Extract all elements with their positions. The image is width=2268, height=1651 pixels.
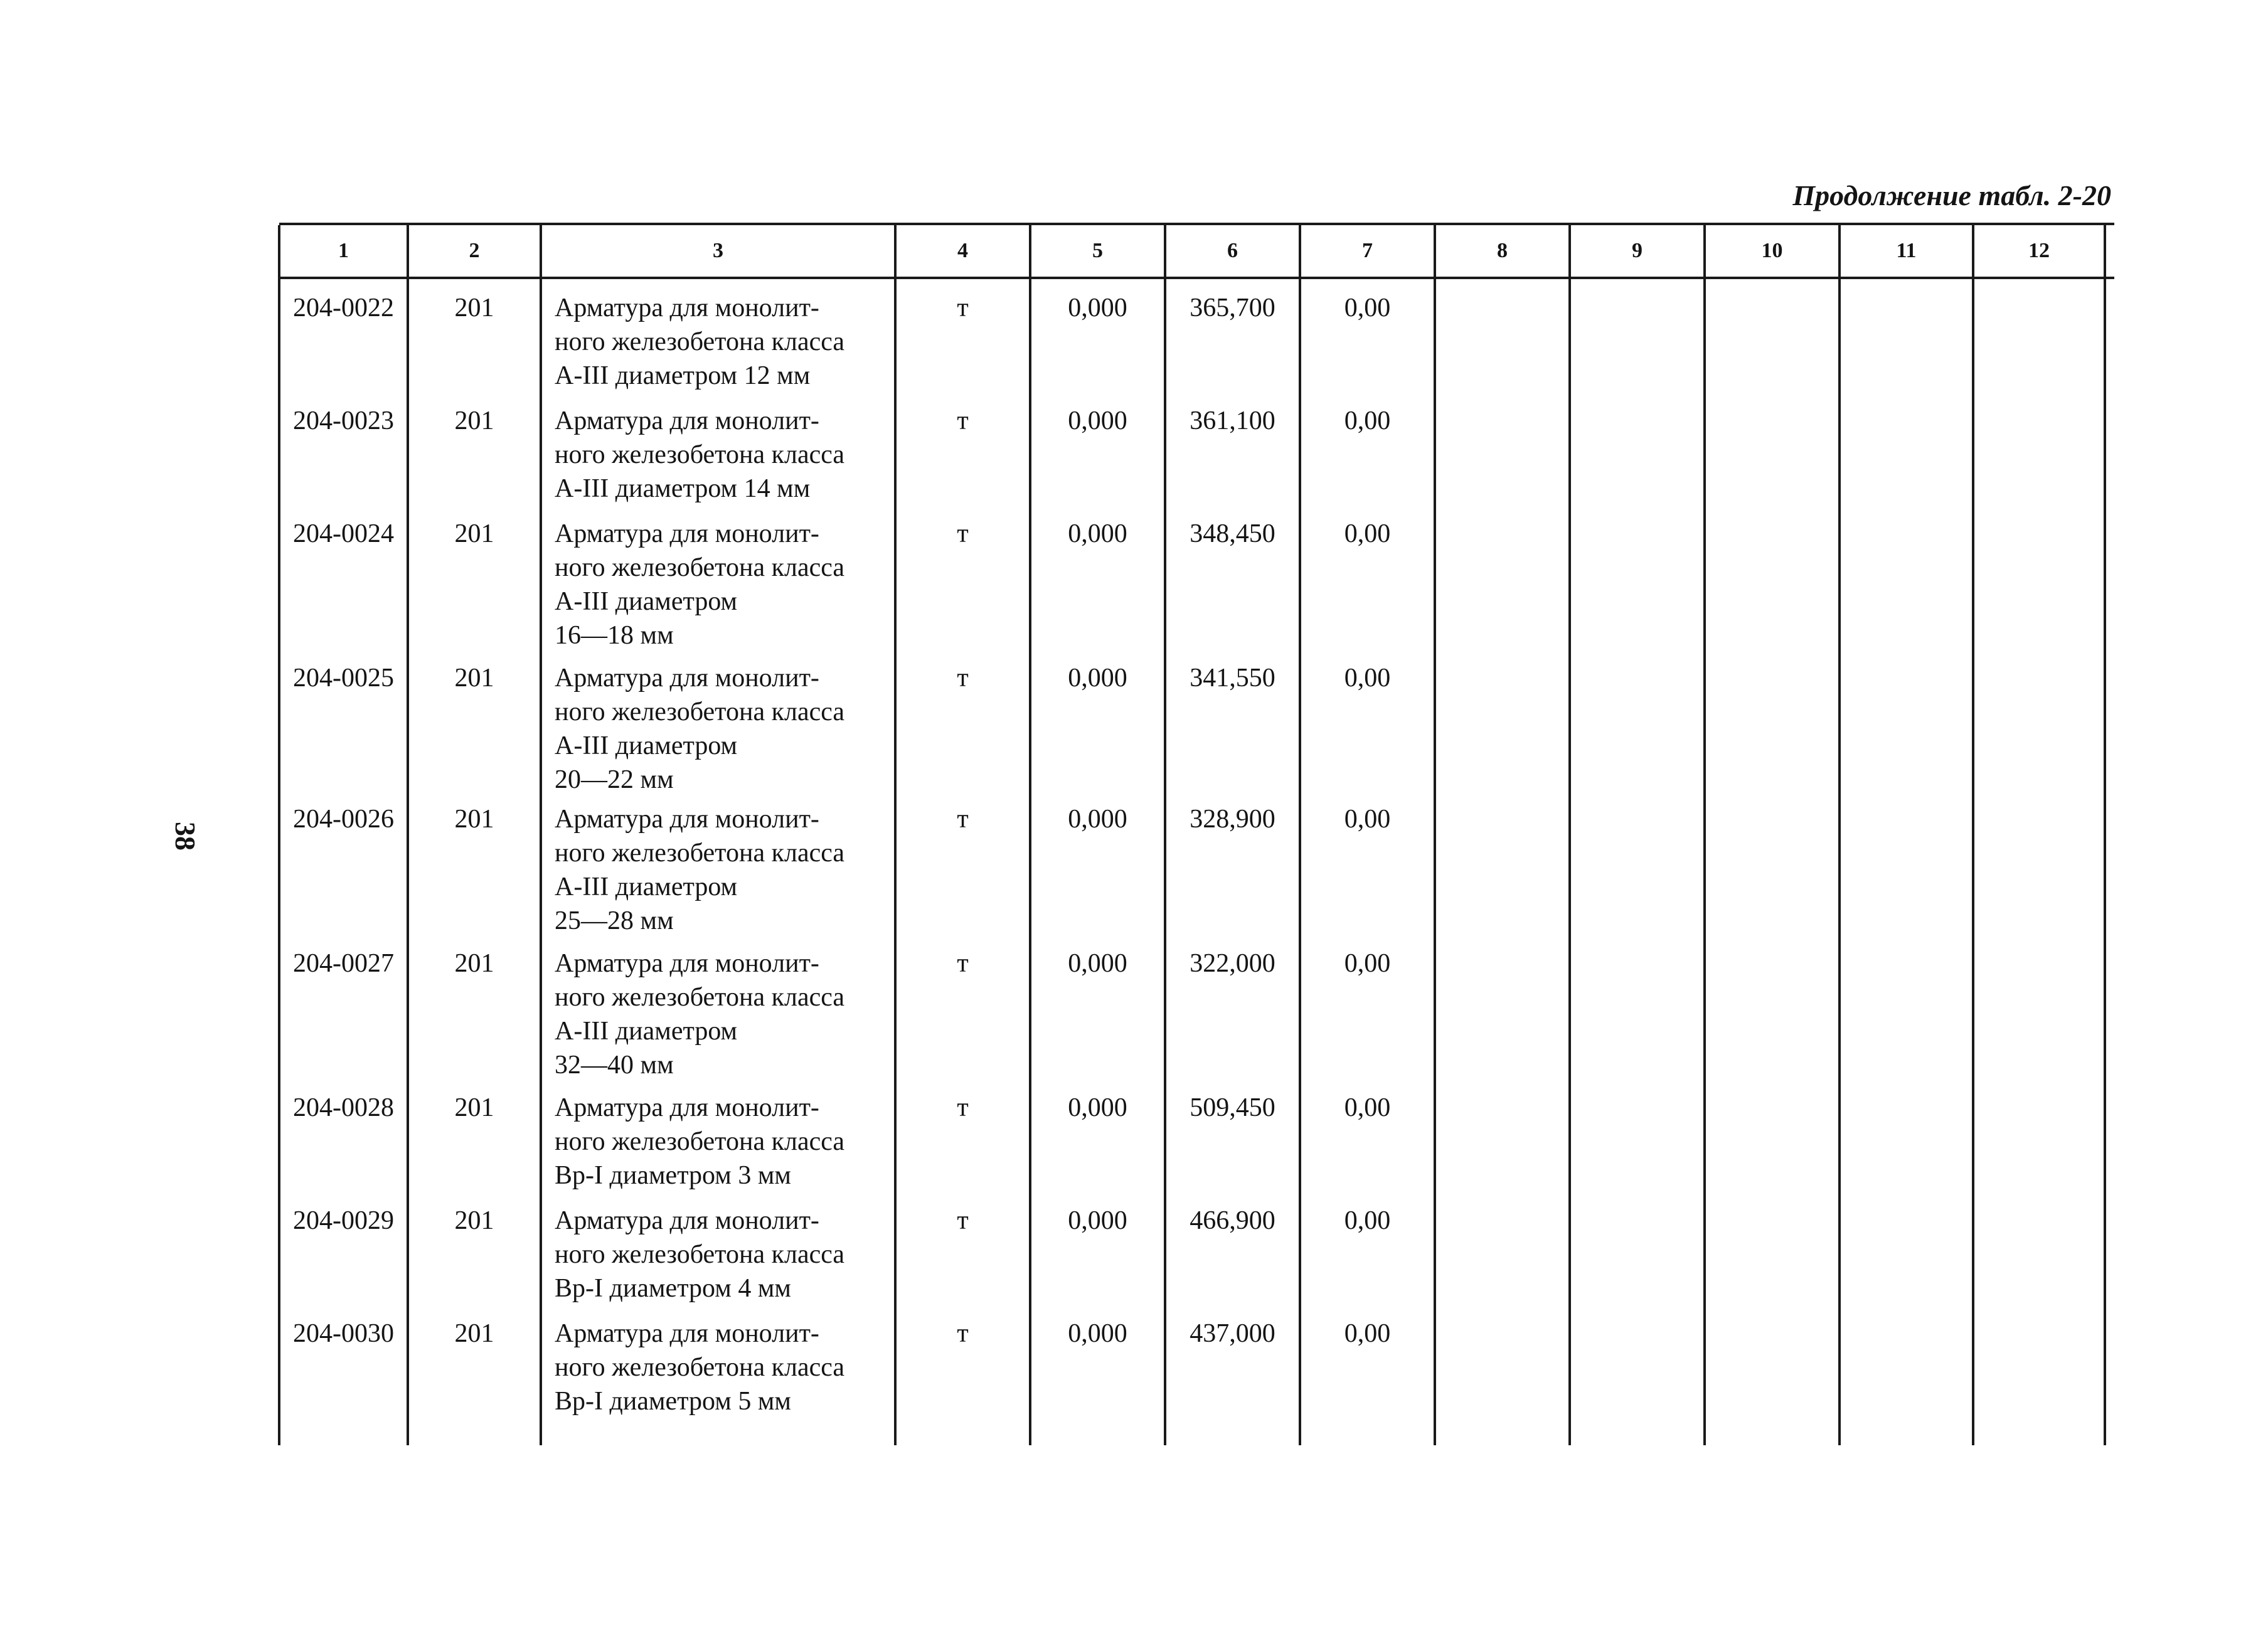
name-line: Арматура для монолит-: [555, 519, 819, 548]
unit-cell: т: [957, 1093, 969, 1122]
group-cell: 201: [454, 1093, 494, 1122]
name-line: А-III диаметром: [555, 873, 738, 901]
column-divider: [1703, 225, 1706, 1445]
name-cell: [541, 517, 895, 652]
value-cell-7: 0,00: [1344, 805, 1391, 834]
header-cell-4: 4: [957, 239, 968, 262]
name-cell: [541, 1204, 895, 1305]
name-line: ного железобетона класса: [555, 839, 845, 868]
value-cell-5: 0,000: [1068, 1093, 1127, 1122]
name-line: А-III диаметром 14 мм: [555, 474, 811, 503]
header-cell-10: 10: [1761, 239, 1783, 262]
value-cell-5: 0,000: [1068, 519, 1127, 548]
value-cell-7: 0,00: [1344, 294, 1391, 322]
name-cell: [541, 1091, 895, 1192]
unit-cell: т: [957, 949, 969, 978]
group-cell: 201: [454, 1206, 494, 1235]
code-cell: 204-0022: [293, 294, 394, 322]
name-line: А-III диаметром: [555, 587, 738, 616]
name-cell: [541, 404, 895, 506]
name-line: А-III диаметром: [555, 1017, 738, 1046]
name-cell: [541, 802, 895, 938]
value-cell-7: 0,00: [1344, 664, 1391, 693]
value-cell-5: 0,000: [1068, 805, 1127, 834]
header-cell-5: 5: [1092, 239, 1103, 262]
column-divider: [1299, 225, 1301, 1445]
header-cell-1: 1: [338, 239, 349, 262]
name-line: 16—18 мм: [555, 621, 674, 650]
column-divider: [1029, 225, 1031, 1445]
name-line: Арматура для монолит-: [555, 1319, 819, 1348]
value-cell-7: 0,00: [1344, 949, 1391, 978]
value-cell-6: 466,900: [1190, 1206, 1275, 1235]
group-cell: 201: [454, 664, 494, 693]
name-line: Арматура для монолит-: [555, 294, 819, 322]
value-cell-6: 341,550: [1190, 664, 1275, 693]
code-cell: 204-0023: [293, 406, 394, 435]
name-cell: [541, 1317, 895, 1418]
column-divider: [1838, 225, 1841, 1445]
value-cell-6: 361,100: [1190, 406, 1275, 435]
header-cell-12: 12: [2028, 239, 2050, 262]
value-cell-7: 0,00: [1344, 406, 1391, 435]
code-cell: 204-0028: [293, 1093, 394, 1122]
group-cell: 201: [454, 294, 494, 322]
name-line: Вр-I диаметром 5 мм: [555, 1387, 791, 1416]
name-cell: [541, 661, 895, 797]
unit-cell: т: [957, 1319, 969, 1348]
name-line: Арматура для монолит-: [555, 805, 819, 834]
group-cell: 201: [454, 406, 494, 435]
name-line: Вр-I диаметром 4 мм: [555, 1274, 791, 1303]
name-cell: [541, 947, 895, 1082]
value-cell-5: 0,000: [1068, 1206, 1127, 1235]
name-line: 20—22 мм: [555, 765, 674, 794]
name-line: Арматура для монолит-: [555, 949, 819, 978]
name-line: Вр-I диаметром 3 мм: [555, 1161, 791, 1190]
code-cell: 204-0024: [293, 519, 394, 548]
header-cell-7: 7: [1362, 239, 1373, 262]
column-divider: [1972, 225, 1974, 1445]
table-caption: Продолжение табл. 2-20: [1792, 179, 2111, 211]
value-cell-6: 437,000: [1190, 1319, 1275, 1348]
name-line: ного железобетона класса: [555, 440, 845, 469]
value-cell-7: 0,00: [1344, 1093, 1391, 1122]
header-cell-8: 8: [1497, 239, 1508, 262]
name-line: А-III диаметром 12 мм: [555, 361, 811, 390]
column-divider: [894, 225, 897, 1445]
name-line: Арматура для монолит-: [555, 664, 819, 693]
value-cell-7: 0,00: [1344, 519, 1391, 548]
group-cell: 201: [454, 805, 494, 834]
name-line: 25—28 мм: [555, 906, 674, 935]
column-divider: [407, 225, 409, 1445]
code-cell: 204-0025: [293, 664, 394, 693]
name-line: А-III диаметром: [555, 731, 738, 760]
header-cell-2: 2: [469, 239, 480, 262]
code-cell: 204-0030: [293, 1319, 394, 1348]
value-cell-5: 0,000: [1068, 664, 1127, 693]
page-number: 38: [169, 822, 201, 851]
value-cell-5: 0,000: [1068, 949, 1127, 978]
code-cell: 204-0029: [293, 1206, 394, 1235]
unit-cell: т: [957, 294, 969, 322]
column-divider: [278, 225, 280, 1445]
code-cell: 204-0026: [293, 805, 394, 834]
header-cell-9: 9: [1632, 239, 1642, 262]
unit-cell: т: [957, 1206, 969, 1235]
value-cell-5: 0,000: [1068, 406, 1127, 435]
value-cell-7: 0,00: [1344, 1319, 1391, 1348]
column-divider: [1434, 225, 1436, 1445]
value-cell-5: 0,000: [1068, 294, 1127, 322]
value-cell-6: 322,000: [1190, 949, 1275, 978]
unit-cell: т: [957, 406, 969, 435]
code-cell: 204-0027: [293, 949, 394, 978]
name-line: 32—40 мм: [555, 1051, 674, 1080]
group-cell: 201: [454, 949, 494, 978]
value-cell-7: 0,00: [1344, 1206, 1391, 1235]
unit-cell: т: [957, 805, 969, 834]
value-cell-6: 509,450: [1190, 1093, 1275, 1122]
name-line: ного железобетона класса: [555, 1127, 845, 1156]
name-line: ного железобетона класса: [555, 553, 845, 582]
value-cell-6: 365,700: [1190, 294, 1275, 322]
name-line: ного железобетона класса: [555, 327, 845, 356]
unit-cell: т: [957, 664, 969, 693]
header-cell-6: 6: [1227, 239, 1238, 262]
value-cell-6: 328,900: [1190, 805, 1275, 834]
column-divider: [2104, 225, 2106, 1445]
name-line: ного железобетона класса: [555, 1353, 845, 1382]
name-line: Арматура для монолит-: [555, 1206, 819, 1235]
name-line: Арматура для монолит-: [555, 1093, 819, 1122]
group-cell: 201: [454, 519, 494, 548]
value-cell-5: 0,000: [1068, 1319, 1127, 1348]
name-cell: [541, 291, 895, 393]
name-line: ного железобетона класса: [555, 698, 845, 726]
header-cell-3: 3: [713, 239, 723, 262]
name-line: ного железобетона класса: [555, 983, 845, 1012]
group-cell: 201: [454, 1319, 494, 1348]
column-divider: [1164, 225, 1166, 1445]
unit-cell: т: [957, 519, 969, 548]
name-line: ного железобетона класса: [555, 1240, 845, 1269]
column-divider: [540, 225, 542, 1445]
value-cell-6: 348,450: [1190, 519, 1275, 548]
header-cell-11: 11: [1896, 239, 1917, 262]
data-table: [279, 223, 2114, 1445]
name-line: Арматура для монолит-: [555, 406, 819, 435]
column-divider: [1568, 225, 1571, 1445]
